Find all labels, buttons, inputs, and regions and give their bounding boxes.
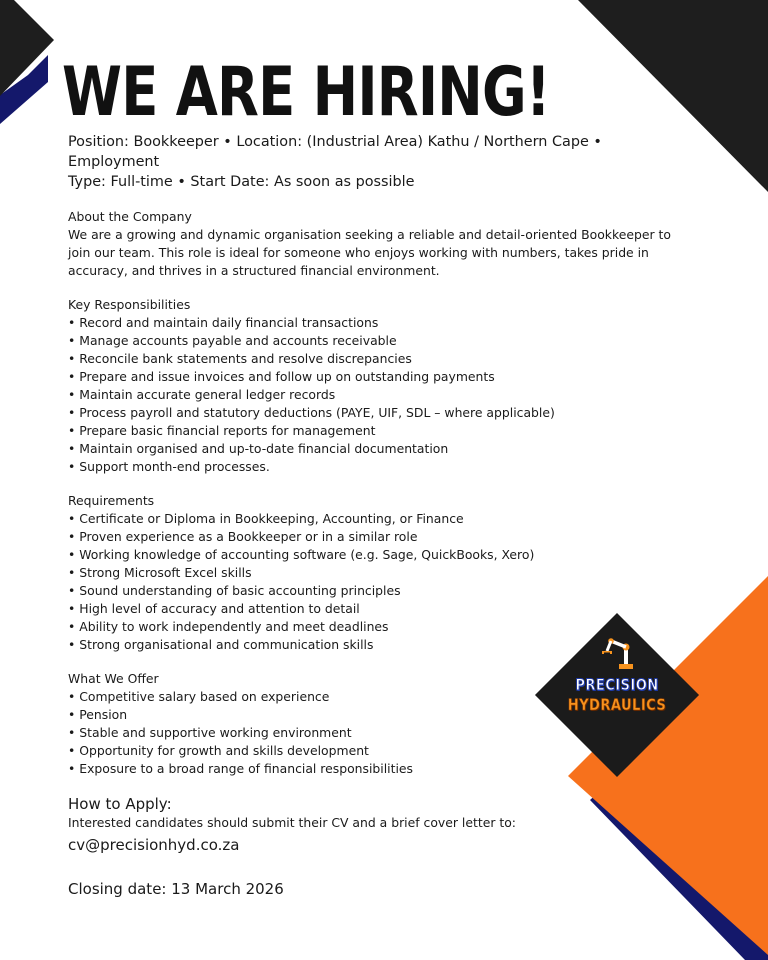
responsibilities-list <box>68 314 693 476</box>
about-text: We are a growing and dynamic organisation seeking a reliable and detail-oriented Bookkeeper to join our team. This role is ideal for someone who enjoys working with numbers, takes pride in accuracy, and thrives in a structured financial environment. <box>68 227 671 278</box>
list-item: • Exposure to a broad range of financial responsibilities <box>68 761 413 776</box>
job-summary-line-2: Type: Full-time • Start Date: As soon as possible <box>68 174 415 190</box>
page-title: WE ARE HIRING! <box>62 53 550 132</box>
list-item: • Certificate or Diploma in Bookkeeping, Accounting, or Finance <box>68 511 464 526</box>
list-item: • Support month-end processes. <box>68 459 270 474</box>
list-item: • Opportunity for growth and skills development <box>68 743 369 758</box>
logo-text-hydraulics: HYDRAULICS <box>567 695 667 714</box>
list-item: • Prepare basic financial reports for management <box>68 423 376 438</box>
list-item: • Record and maintain daily financial transactions <box>68 315 379 330</box>
offer-title: What We Offer <box>68 671 159 686</box>
apply-instructions: Interested candidates should submit their CV and a brief cover letter to: <box>68 815 516 830</box>
apply-email-link[interactable]: cv@precisionhyd.co.za <box>68 836 240 854</box>
company-logo <box>536 614 698 776</box>
list-item: • Stable and supportive working environment <box>68 725 352 740</box>
list-item: • Sound understanding of basic accounting principles <box>68 583 401 598</box>
list-item: • Maintain organised and up-to-date financial documentation <box>68 441 449 456</box>
list-item: • Working knowledge of accounting software (e.g. Sage, QuickBooks, Xero) <box>68 547 535 562</box>
job-summary <box>68 132 693 192</box>
about-title: About the Company <box>68 209 192 224</box>
job-summary-line-1: Position: Bookkeeper • Location: (Industrial Area) Kathu / Northern Cape • Employment <box>68 134 602 170</box>
logo-text-precision: PRECISION <box>575 675 659 694</box>
list-item: • Pension <box>68 707 128 722</box>
list-item: • Strong Microsoft Excel skills <box>68 565 252 580</box>
list-item: • Strong organisational and communication skills <box>68 637 374 652</box>
list-item: • Reconcile bank statements and resolve discrepancies <box>68 351 412 366</box>
list-item: • Maintain accurate general ledger records <box>68 387 336 402</box>
responsibilities-section <box>68 296 693 476</box>
list-item: • Ability to work independently and meet deadlines <box>68 619 389 634</box>
list-item: • Prepare and issue invoices and follow up on outstanding payments <box>68 369 495 384</box>
apply-section <box>68 794 693 856</box>
robotic-arm-icon <box>597 634 637 672</box>
list-item: • Competitive salary based on experience <box>68 689 330 704</box>
list-item: • Process payroll and statutory deductions (PAYE, UIF, SDL – where applicable) <box>68 405 555 420</box>
closing-date: Closing date: 13 March 2026 <box>68 880 284 898</box>
job-posting-body <box>68 132 693 900</box>
about-section <box>68 208 693 280</box>
list-item: • High level of accuracy and attention to detail <box>68 601 360 616</box>
list-item: • Proven experience as a Bookkeeper or in a similar role <box>68 529 418 544</box>
apply-heading: How to Apply: <box>68 795 172 813</box>
requirements-title: Requirements <box>68 493 155 508</box>
list-item: • Manage accounts payable and accounts receivable <box>68 333 397 348</box>
responsibilities-title: Key Responsibilities <box>68 297 191 312</box>
